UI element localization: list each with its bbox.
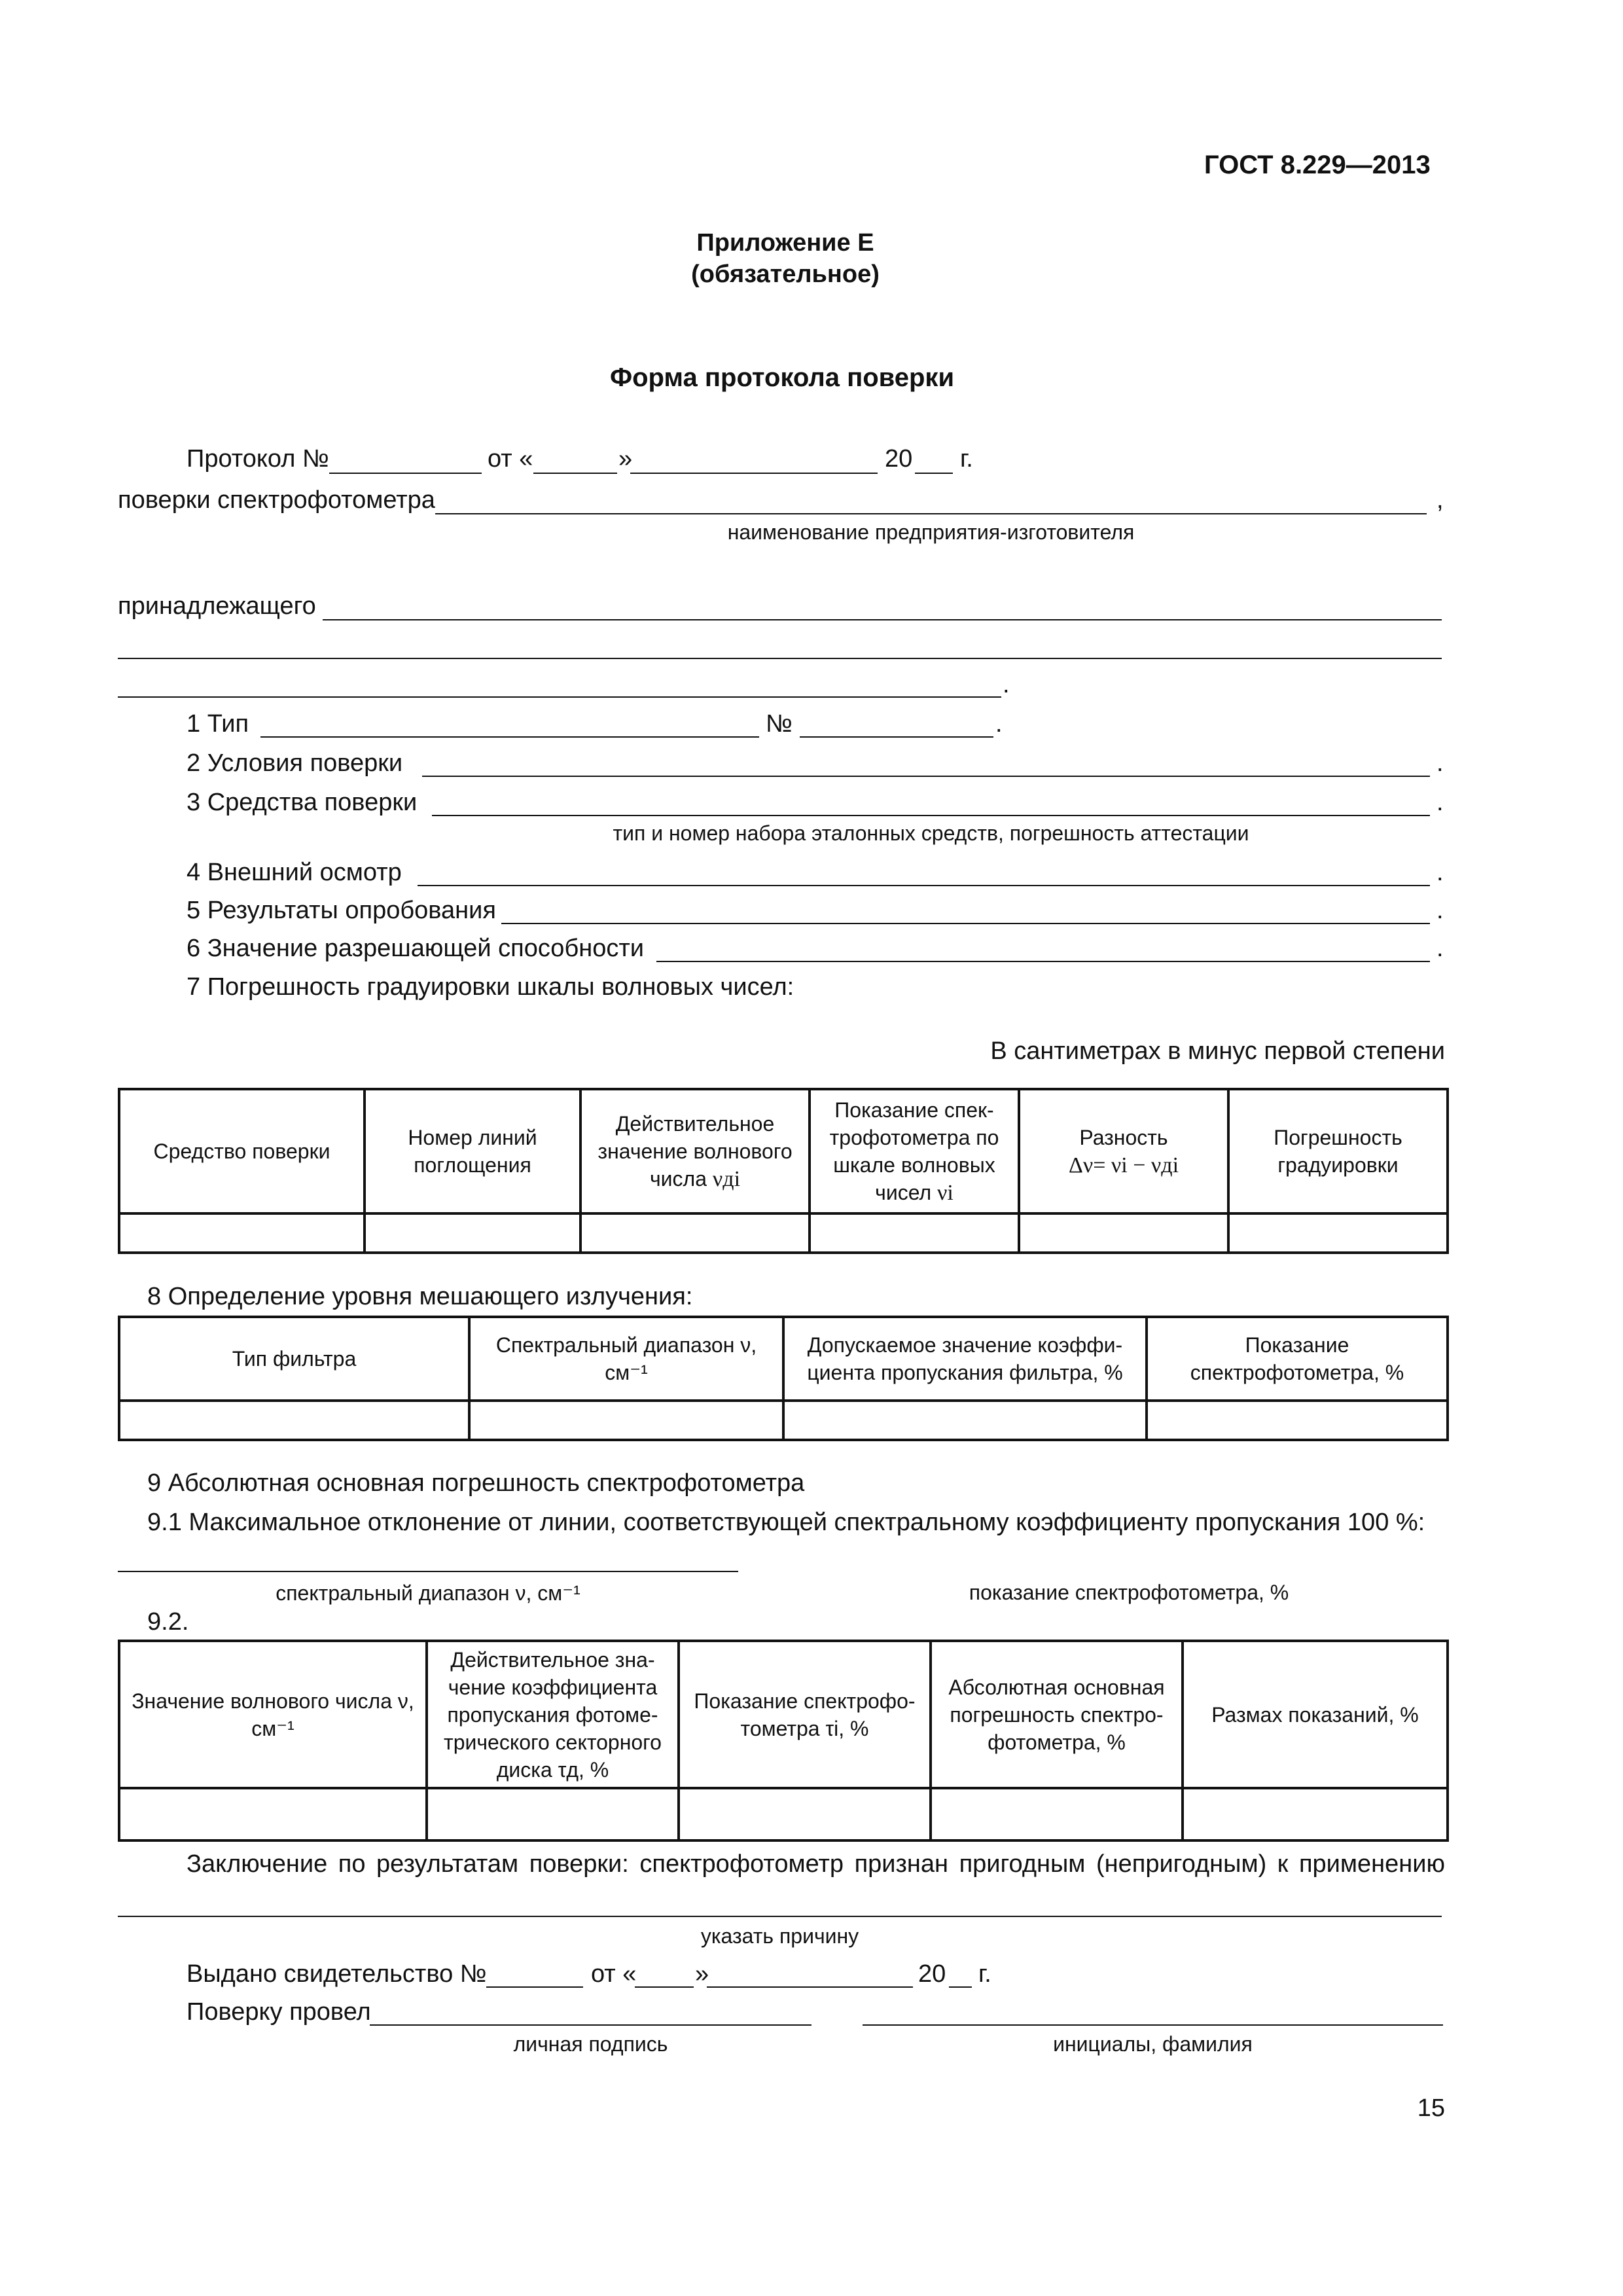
subject-comma: , (1436, 486, 1444, 514)
protocol-number-field[interactable] (329, 473, 482, 474)
stray-light-header-row (119, 1317, 1448, 1401)
protocol-year-field[interactable] (915, 473, 953, 474)
absolute-error-header-row (119, 1641, 1448, 1788)
protocol-month-field[interactable] (630, 473, 878, 474)
reading-caption: показание спектрофотометра, % (969, 1581, 1289, 1604)
protocol-year-prefix: 20 (885, 445, 913, 473)
spectral-range-field[interactable] (118, 1571, 738, 1572)
standard-number: ГОСТ 8.229—2013 (1204, 151, 1431, 179)
table-cell[interactable] (1019, 1213, 1228, 1253)
table-row (119, 1401, 1448, 1440)
table-cell[interactable] (365, 1213, 580, 1253)
manufacturer-caption: наименование предприятия-изготовителя (727, 520, 1135, 544)
item-3-period: . (1436, 789, 1444, 816)
resolution-field[interactable] (656, 961, 1430, 962)
item-4-period: . (1436, 859, 1444, 886)
table-cell[interactable] (119, 1213, 365, 1253)
owner-field-1[interactable] (323, 619, 1442, 620)
header-sector-disk-transmittance: Действительное зна-чение коэффициента пропускания фотоме-трического секторного диска τд, % (427, 1641, 679, 1788)
absolute-error-table (118, 1640, 1449, 1842)
nu-i-symbol: νi (937, 1180, 954, 1205)
item-4-label: 4 Внешний осмотр (187, 859, 402, 886)
header-spectral-range: Спектральный диапазон ν, см⁻¹ (469, 1317, 783, 1401)
reason-caption: указать причину (700, 1924, 859, 1948)
protocol-from: от « (488, 445, 533, 473)
item-9-2-label: 9.2. (147, 1608, 189, 1636)
conclusion-text: Заключение по результатам поверки: спектрофотометр признан пригодным (непригодным) к применению (187, 1850, 1445, 1878)
certificate-year-prefix: 20 (918, 1960, 946, 1988)
owner-label: принадлежащего (118, 592, 316, 620)
table-cell[interactable] (1147, 1401, 1448, 1440)
header-absolute-error: Абсолютная основная погрешность спектро-фотометра, % (931, 1641, 1183, 1788)
protocol-label: Протокол № (187, 445, 329, 473)
table-cell[interactable] (810, 1213, 1019, 1253)
difference-formula: Δν= νi − νдi (1068, 1153, 1179, 1177)
item-9-1-label: 9.1 Максимальное отклонение от линии, соответствующей спектральному коэффициенту пропускания 100 %: (147, 1509, 1425, 1536)
item-2-period: . (1436, 749, 1444, 777)
certificate-from: от « (591, 1960, 637, 1988)
appendix-status: (обязательное) (691, 260, 880, 288)
header-difference-text: Разность (1079, 1125, 1168, 1149)
type-field[interactable] (260, 736, 759, 738)
item-2-label: 2 Условия поверки (187, 749, 403, 777)
owner-period: . (1003, 671, 1010, 698)
header-actual-wavenumber (580, 1089, 810, 1213)
header-reading-range: Размах показаний, % (1183, 1641, 1448, 1788)
header-difference (1019, 1089, 1228, 1213)
header-verification-means: Средство поверки (119, 1089, 365, 1213)
header-spectrophotometer-tau: Показание спектрофо-тометра τi, % (679, 1641, 931, 1788)
table-cell[interactable] (427, 1788, 679, 1840)
signature-field[interactable] (370, 2024, 812, 2026)
protocol-day-field[interactable] (533, 473, 617, 474)
table-cell[interactable] (580, 1213, 810, 1253)
page-number: 15 (1417, 2094, 1445, 2122)
certificate-month-field[interactable] (707, 1986, 913, 1988)
owner-field-3[interactable] (118, 696, 1001, 698)
inspection-field[interactable] (418, 885, 1430, 886)
item-1-label: 1 Тип (187, 710, 249, 738)
owner-field-2[interactable] (118, 658, 1442, 659)
calibration-header-row (119, 1089, 1448, 1213)
table-cell[interactable] (783, 1401, 1147, 1440)
certificate-day-field[interactable] (635, 1986, 694, 1988)
table-cell[interactable] (119, 1788, 427, 1840)
header-filter-type: Тип фильтра (119, 1317, 469, 1401)
table-cell[interactable] (679, 1788, 931, 1840)
item-9-label: 9 Абсолютная основная погрешность спектрофотометра (147, 1469, 805, 1497)
certificate-year-suffix: г. (978, 1960, 991, 1988)
header-graduation-error: Погрешность градуировки (1228, 1089, 1448, 1213)
performed-by-label: Поверку провел (187, 1998, 371, 2026)
certificate-close-quote: » (695, 1960, 709, 1988)
table-cell[interactable] (1228, 1213, 1448, 1253)
item-1-period: . (995, 710, 1003, 738)
certificate-label: Выдано свидетельство № (187, 1960, 487, 1988)
certificate-year-field[interactable] (949, 1986, 972, 1988)
subject-label: поверки спектрофотометра (118, 486, 435, 514)
table-row (119, 1788, 1448, 1840)
item-7-label: 7 Погрешность градуировки шкалы волновых чисел: (187, 973, 794, 1001)
header-allowed-transmittance: Допускаемое значение коэффи-циента пропускания фильтра, % (783, 1317, 1147, 1401)
item-1-number-label: № (766, 710, 793, 738)
item-5-label: 5 Результаты опробования (187, 897, 496, 924)
protocol-close-quote: » (618, 445, 633, 473)
header-wavenumber: Значение волнового числа ν, см⁻¹ (119, 1641, 427, 1788)
table-cell[interactable] (931, 1788, 1183, 1840)
table7-units: В сантиметрах в минус первой степени (990, 1037, 1445, 1065)
reason-field[interactable] (118, 1916, 1442, 1917)
item-8-label: 8 Определение уровня мешающего излучения: (147, 1283, 693, 1310)
manufacturer-field[interactable] (435, 513, 1427, 514)
item-6-label: 6 Значение разрешающей способности (187, 935, 644, 962)
table-cell[interactable] (119, 1401, 469, 1440)
signature-caption: личная подпись (513, 2032, 668, 2056)
name-caption: инициалы, фамилия (1053, 2032, 1253, 2056)
header-actual-wavenumber-text: Действительное значение волнового числа (597, 1111, 793, 1191)
table-cell[interactable] (469, 1401, 783, 1440)
appendix-title: Приложение Е (696, 229, 874, 257)
spectral-range-caption: спектральный диапазон ν, см⁻¹ (276, 1581, 580, 1605)
header-line-numbers: Номер линий поглощения (365, 1089, 580, 1213)
header-reading (810, 1089, 1019, 1213)
type-number-field[interactable] (800, 736, 993, 738)
item-5-period: . (1436, 897, 1444, 924)
item-6-period: . (1436, 935, 1444, 962)
calibration-table (118, 1088, 1449, 1254)
item-3-label: 3 Средства поверки (187, 789, 418, 816)
stray-light-table (118, 1316, 1449, 1441)
table-cell[interactable] (1183, 1788, 1448, 1840)
nu-d-symbol: νдi (712, 1166, 741, 1191)
name-field[interactable] (863, 2024, 1443, 2026)
certificate-number-field[interactable] (486, 1986, 583, 1988)
table-row (119, 1213, 1448, 1253)
header-spectrophotometer-reading: Показание спектрофотометра, % (1147, 1317, 1448, 1401)
testing-field[interactable] (501, 923, 1430, 924)
means-field[interactable] (432, 815, 1430, 816)
conditions-field[interactable] (422, 776, 1430, 777)
protocol-year-suffix: г. (960, 445, 973, 473)
form-title: Форма протокола поверки (609, 363, 955, 392)
means-caption: тип и номер набора эталонных средств, погрешность аттестации (613, 821, 1249, 845)
header-reading-text: Показание спек-трофотометра по шкале волновых чисел (829, 1098, 999, 1204)
